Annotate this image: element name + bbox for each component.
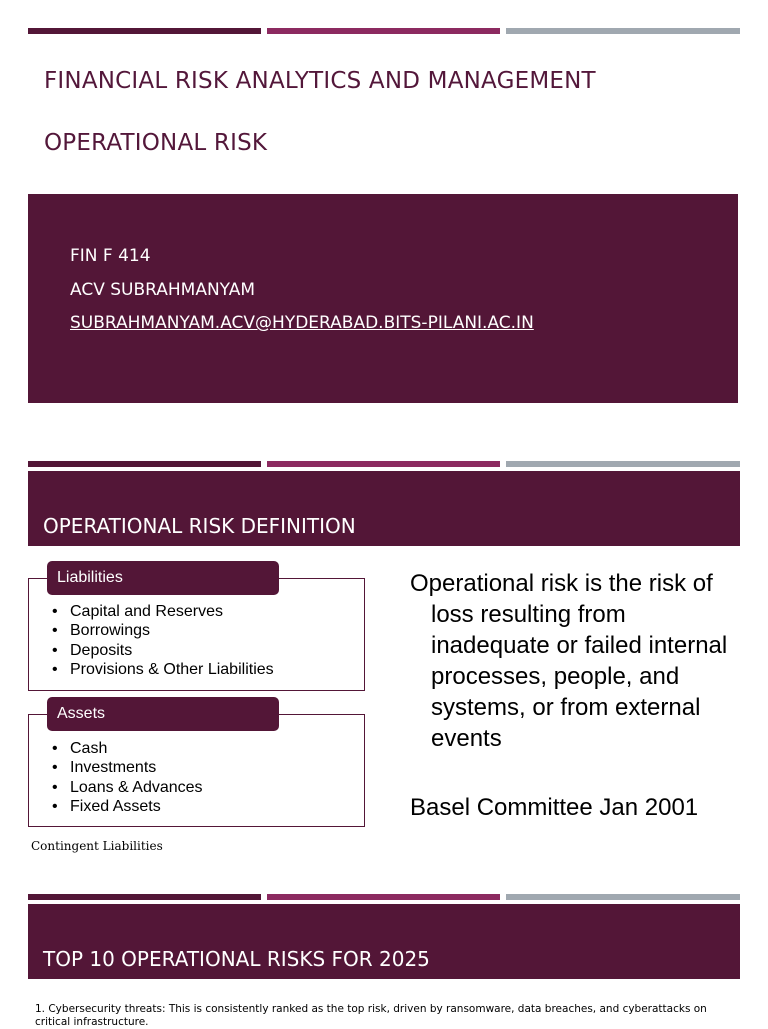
assets-heading: Assets xyxy=(47,697,279,731)
slide1-title-line1: FINANCIAL RISK ANALYTICS AND MANAGEMENT xyxy=(44,68,596,94)
accent-stripe-gray xyxy=(506,28,740,34)
list-item: • Capital and Reserves xyxy=(52,603,223,620)
list-item: • Loans & Advances xyxy=(52,778,203,796)
list-item: • Provisions & Other Liabilities xyxy=(52,661,274,679)
slide2-header-band xyxy=(28,471,740,546)
accent-stripe-magenta xyxy=(267,28,500,34)
list-item: • Deposits xyxy=(52,641,133,659)
liabilities-heading: Liabilities xyxy=(47,561,279,595)
assets-list xyxy=(50,739,203,817)
list-item: • Borrowings xyxy=(52,622,151,640)
instructor-email-link[interactable]: SUBRAHMANYAM.ACV@HYDERABAD.BITS-PILANI.AC.IN xyxy=(70,313,534,333)
slide3-header-band xyxy=(28,904,740,979)
contingent-liabilities-label: Contingent Liabilities xyxy=(31,839,163,853)
liabilities-list xyxy=(50,602,274,680)
operational-risk-definition: Operational risk is the risk of loss resulting from inadequate or failed internal processes, people, and systems, or from external events xyxy=(410,570,728,752)
accent-stripe-dark xyxy=(28,894,261,900)
accent-stripe-dark xyxy=(28,28,261,34)
slide3-title: TOP 10 OPERATIONAL RISKS FOR 2025 xyxy=(43,947,430,971)
accent-stripe-magenta xyxy=(267,894,500,900)
slide2-title: OPERATIONAL RISK DEFINITION xyxy=(43,514,356,538)
course-code: FIN F 414 xyxy=(70,246,151,266)
accent-stripe-gray xyxy=(506,894,740,900)
definition-source: Basel Committee Jan 2001 xyxy=(410,794,699,821)
accent-stripe-dark xyxy=(28,461,261,467)
instructor-name: ACV SUBRAHMANYAM xyxy=(70,280,256,300)
accent-stripe-magenta xyxy=(267,461,500,467)
risk-item-1: 1. Cybersecurity threats: This is consistently ranked as the top risk, driven by ransomware, data breaches, and cyberattacks on critical infrastructure. xyxy=(35,1003,707,1028)
accent-stripe-gray xyxy=(506,461,740,467)
list-item: • Cash xyxy=(52,740,108,757)
slide1-title-line2: OPERATIONAL RISK xyxy=(44,130,268,156)
list-item: • Investments xyxy=(52,759,157,777)
slide1-info-band xyxy=(28,194,738,403)
list-item: • Fixed Assets xyxy=(52,798,161,816)
